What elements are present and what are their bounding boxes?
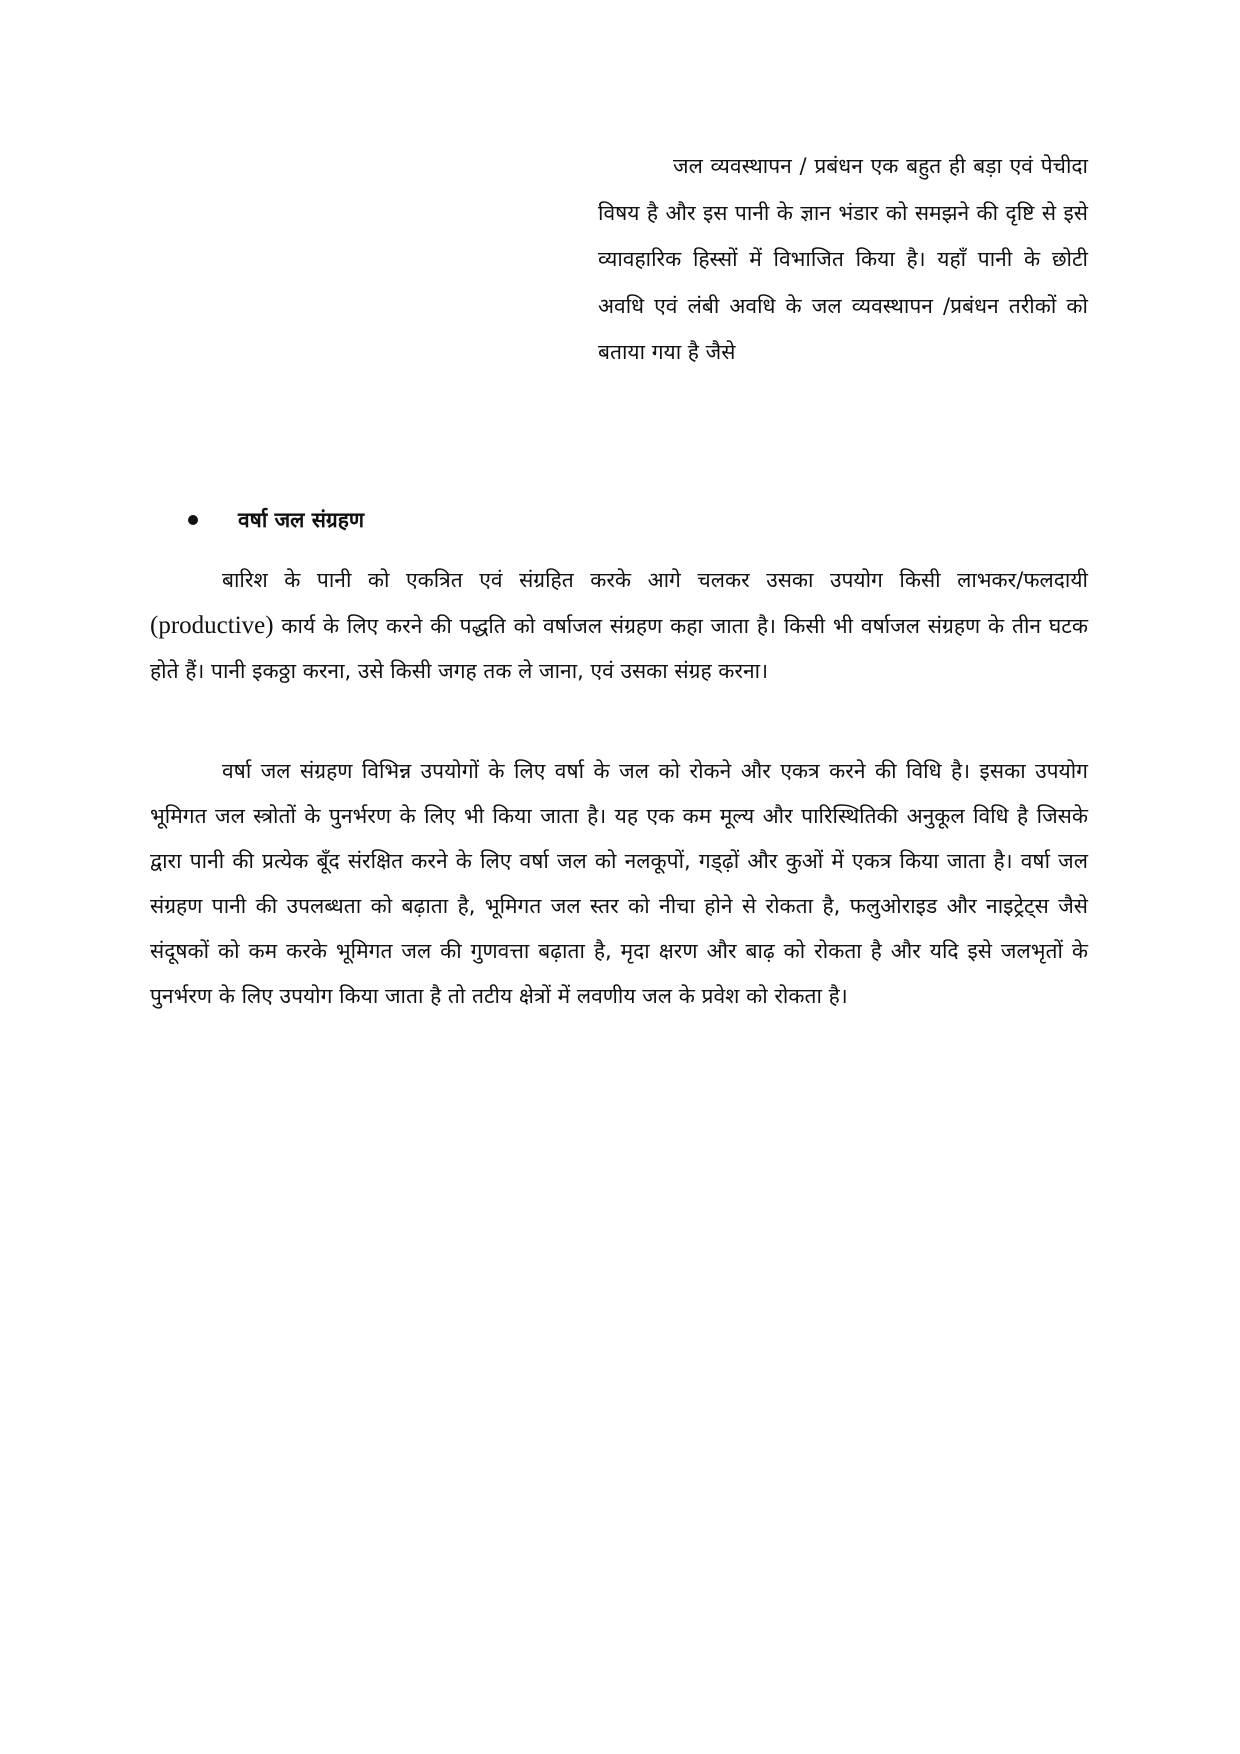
bullet-icon [188, 515, 198, 525]
body-paragraph-1 [150, 558, 1088, 694]
english-term: (productive) [150, 612, 274, 639]
paragraph-1-text-end: कार्य के लिए करने की पद्धति को वर्षाजल संग्रहण कहा जाता है। किसी भी वर्षाजल संग्रहण के तीन घटक होते हैं। पानी इकठ्ठा करना, उसे किसी जगह तक ले जाना, एवं उसका संग्रह करना। [150, 614, 1088, 683]
body-paragraph-2: वर्षा जल संग्रहण विभिन्न उपयोगों के लिए वर्षा के जल को रोकने और एकत्र करने की विधि है। इसका उपयोग भूमिगत जल स्त्रोतों के पुनर्भरण के लिए भी किया जाता है। यह एक कम मूल्य और पारिस्थितिकी अनुकूल विधि है जिसके द्वारा पानी की प्रत्येक बूँद संरक्षित करने के लिए वर्षा जल को नलकूपों, गड्ढ़ों और कुओं में एकत्र किया जाता है। वर्षा जल संग्रहण पानी की उपलब्धता को बढ़ाता है, भूमिगत जल स्तर को नीचा होने से रोकता है, फलुओराइड और नाइट्रेट्स जैसे संदूषकों को कम करके भूमिगत जल की गुणवत्ता बढ़ाता है, मृदा क्षरण और बाढ़ को रोकता है और यदि इसे जलभृतों के पुनर्भरण के लिए उपयोग किया जाता है तो तटीय क्षेत्रों में लवणीय जल के प्रवेश को रोकता है। [150, 759, 1088, 1008]
paragraph-1-text-start: बारिश के पानी को एकत्रित एवं संग्रहित करके आगे चलकर उसका उपयोग किसी लाभकर/फलदायी [222, 568, 1088, 592]
section-heading [188, 504, 788, 536]
intro-paragraph: जल व्यवस्थापन / प्रबंधन एक बहुत ही बड़ा एवं पेचीदा विषय है और इस पानी के ज्ञान भंडार को समझने की दृष्टि से इसे व्यावहारिक हिस्सों में विभाजित किया है। यहाँ पानी के छोटी अवधि एवं लंबी अवधि के जल व्यवस्थापन /प्रबंधन तरीकों को बताया गया है जैसे [598, 154, 1088, 364]
section-heading-text: वर्षा जल संग्रहण [238, 508, 365, 532]
